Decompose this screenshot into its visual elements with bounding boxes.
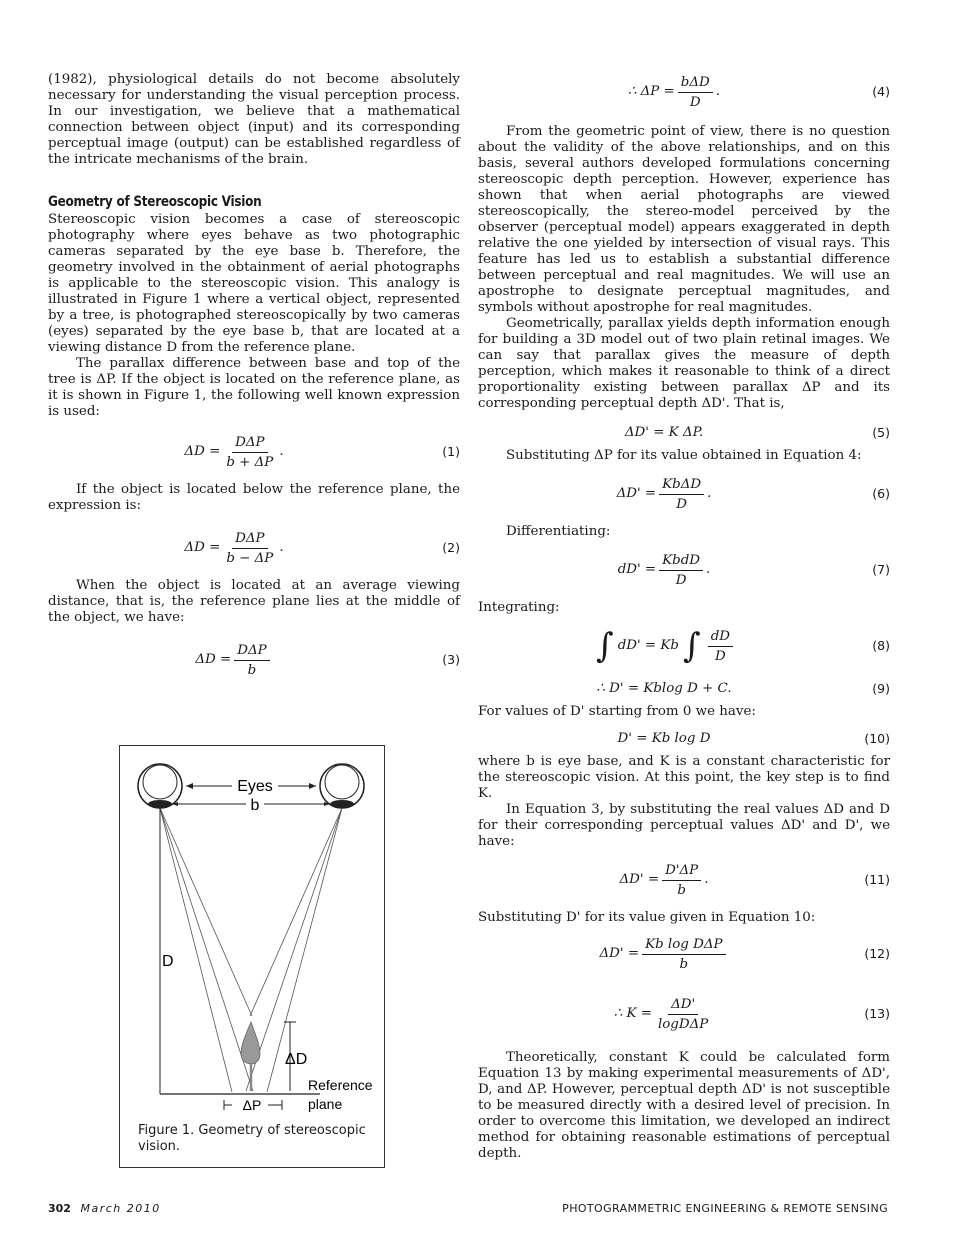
equation-number: (2): [442, 540, 460, 555]
para-subst-eq10: Substituting D' for its value given in Equation 10:: [478, 910, 816, 925]
equation-number: (7): [872, 562, 890, 577]
equation-9: ∴ D' = Kblog D + C. (9): [596, 681, 890, 696]
equation-number: (11): [864, 872, 890, 887]
para-eq3: In Equation 3, by substituting the real values ΔD and D for their corresponding perceptual values ΔD' and D', we have:: [478, 802, 890, 849]
equation-4: ∴ ΔP = $\frac{\text{bΔD}}{D}$ . (4): [627, 74, 890, 110]
para-theoretically: Theoretically, constant K could be calculated form Equation 13 by making experimental measurements of ΔD', D, and ΔP. However, perceptual depth ΔD' is not susceptible to be measured directly with a desired level of precision. In order to overcome this limitation, we developed an indirect method for obtaining reasonable estimations of perceptual depth.: [478, 1050, 890, 1161]
para-for-values: For values of D' starting from 0 we have:: [478, 704, 756, 719]
equation-3: ΔD = $\frac{\text{DΔP}}{b}$ (3): [195, 642, 460, 678]
equation-number: (12): [864, 946, 890, 961]
eyes-label: Eyes: [237, 778, 273, 795]
para-integrating: Integrating:: [478, 600, 560, 615]
left-column: [48, 72, 460, 684]
section-heading: Geometry of Stereoscopic Vision: [48, 194, 262, 210]
reference-label-1: Reference: [308, 1077, 373, 1093]
b-label: b: [250, 797, 260, 814]
para-intro: (1982), physiological details do not become absolutely necessary for understanding the visual perception process. In our investigation, we believe that a mathematical connection between object (input) and its corresponding perceptual image (output) can be established regardless of the intricate mechanisms of the brain.: [48, 72, 460, 167]
equation-2: ΔD = $\frac{\text{DΔP}}{b - \Delta P}$ . (2): [184, 530, 460, 566]
para-geometrically: Geometrically, parallax yields depth information enough for building a 3D model out of two plain retinal images. We can say that parallax gives the measure of depth perception, which makes it reasonable to think of a direct proportionality existing between parallax ΔP and its corresponding perceptual depth ΔD'. That is,: [478, 316, 890, 411]
equation-1: ΔD = $\frac{\text{DΔP}}{b + \Delta P}$ . (1): [184, 434, 460, 470]
equation-12: ΔD' = $\frac{\text{Kb log DΔP}}{b}$ (12): [599, 936, 890, 972]
tree-icon: [241, 1022, 260, 1064]
page-number: 302: [48, 1202, 71, 1215]
equation-number: (5): [872, 425, 890, 440]
reference-label-2: plane: [308, 1096, 343, 1112]
equation-8: ∫ dD' = Kb ∫ $\frac{dD}{D}$ (8): [595, 626, 890, 666]
footer-left: [48, 1202, 161, 1215]
equation-7: dD' = $\frac{\text{KbdD}}{D}$ . (7): [617, 552, 890, 588]
equation-number: (6): [872, 486, 890, 501]
para-geometric: From the geometric point of view, there is no question about the validity of the above relationships, and on this basis, several authors developed formulations concerning stereoscopic depth perception. However, experience has shown that when aerial photographs are viewed stereoscopically, the stereo-model perceived by the observer (perceptual model) appears exaggerated in depth relative the one yielded by intersection of visual rays. This feature has led us to establish a substantial difference between perceptual and real magnitudes. We will use an apostrophe to designate perceptual magnitudes, and symbols without apostrophe for real magnitudes.: [478, 124, 890, 315]
para-average: When the object is located at an average viewing distance, that is, the reference plane lies at the middle of the object, we have:: [48, 578, 460, 625]
equation-13: ∴ K = $\frac{\Delta D'}{\text{logDΔP}}$ (13): [613, 996, 890, 1032]
right-column: [478, 72, 890, 1162]
para-parallax: The parallax difference between base and top of the tree is ΔP. If the object is located on the reference plane, as it is shown in Figure 1, the following well known expression is used:: [48, 356, 460, 419]
equation-number: (9): [872, 681, 890, 696]
para-subst-eq4: Substituting ΔP for its value obtained in Equation 4:: [506, 448, 862, 463]
equation-number: (3): [442, 652, 460, 667]
equation-10: D' = Kb log D (10): [617, 731, 890, 746]
equation-number: (13): [864, 1006, 890, 1021]
equation-number: (8): [872, 638, 890, 653]
journal-name: PHOTOGRAMMETRIC ENGINEERING & REMOTE SENSING: [562, 1202, 888, 1215]
stereo-geometry-diagram: [120, 746, 383, 1166]
equation-number: (4): [872, 84, 890, 99]
figure-1: [119, 745, 385, 1168]
D-label: D: [162, 953, 174, 970]
para-where: where b is eye base, and K is a constant characteristic for the stereoscopic vision. At this point, the key step is to find K.: [478, 754, 890, 801]
delta-D-label: ΔD: [285, 1051, 308, 1068]
para-below: If the object is located below the reference plane, the expression is:: [48, 482, 460, 513]
figure-caption: Figure 1. Geometry of stereoscopic vision.: [138, 1123, 366, 1154]
issue-date: March 2010: [80, 1202, 161, 1215]
equation-number: (10): [864, 731, 890, 746]
para-stereo: Stereoscopic vision becomes a case of stereoscopic photography where eyes behave as two photographic cameras separated by the eye base b. Therefore, the geometry involved in the obtainment of aerial photographs is applicable to the stereoscopic vision. This analogy is illustrated in Figure 1 where a vertical object, represented by a tree, is photographed stereoscopically by two cameras (eyes) separated by the eye base b, that are located at a viewing distance D from the reference plane.: [48, 212, 460, 355]
equation-number: (1): [442, 444, 460, 459]
equation-11: ΔD' = $\frac{D'\Delta P}{b}$ . (11): [619, 862, 890, 898]
equation-5: ΔD' = K ΔP. (5): [624, 425, 890, 440]
equation-6: ΔD' = $\frac{\text{KbΔD}}{D}$ . (6): [616, 476, 890, 512]
delta-P-label: ΔP: [242, 1097, 262, 1113]
para-differentiating: Differentiating:: [506, 524, 611, 539]
